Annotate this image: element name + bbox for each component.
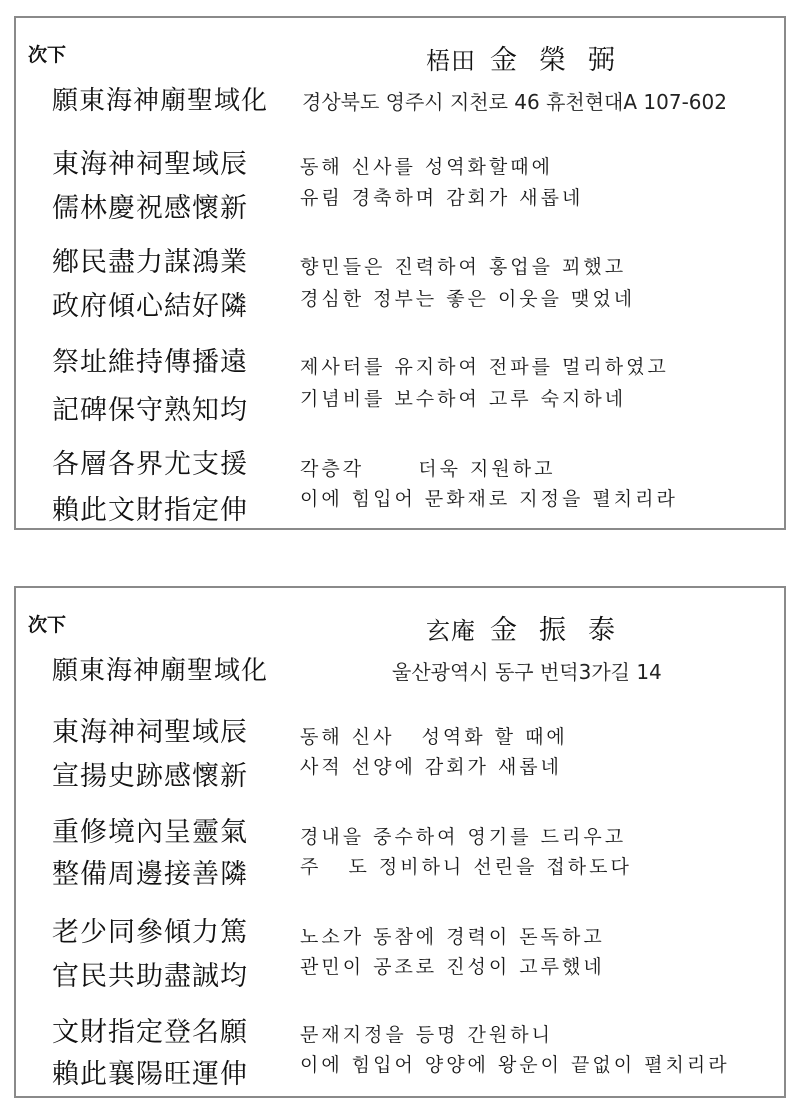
hanja-line: 重修境內呈靈氣 bbox=[52, 817, 248, 848]
poem-label: 次下 bbox=[28, 44, 67, 66]
korean-line: 이에 힘입어 양양에 왕운이 끝없이 펼치리라 bbox=[300, 1054, 730, 1076]
korean-line: 향민들은 진력하여 홍업을 꾀했고 bbox=[300, 256, 627, 278]
poem-card-1 bbox=[14, 16, 786, 530]
poem-title: 願東海神廟聖域化 bbox=[52, 86, 269, 116]
korean-line: 각층각 더욱 지원하고 bbox=[300, 458, 556, 480]
korean-line: 문재지정을 등명 간원하니 bbox=[300, 1024, 553, 1046]
author-name: 金振泰 bbox=[490, 615, 637, 646]
hanja-line: 各層各界尤支援 bbox=[52, 449, 248, 480]
hanja-line: 東海神祠聖域辰 bbox=[52, 717, 248, 748]
hanja-line: 賴此襄陽旺運伸 bbox=[52, 1059, 248, 1090]
poem-title: 願東海神廟聖域化 bbox=[52, 656, 269, 686]
korean-line: 주 도 정비하니 선린을 접하도다 bbox=[300, 856, 632, 878]
author-pen-name: 玄庵 bbox=[426, 617, 476, 645]
hanja-line: 宣揚史跡感懷新 bbox=[52, 761, 248, 792]
korean-line: 기념비를 보수하여 고루 숙지하네 bbox=[300, 388, 627, 410]
hanja-line: 政府傾心結好隣 bbox=[52, 291, 248, 322]
hanja-line: 老少同參傾力篤 bbox=[52, 917, 248, 948]
korean-line: 동해 신사 성역화 할 때에 bbox=[300, 726, 568, 748]
korean-line: 이에 힘입어 문화재로 지정을 펼치리라 bbox=[300, 488, 678, 510]
hanja-line: 文財指定登名願 bbox=[52, 1017, 248, 1048]
korean-line: 사적 선양에 감회가 새롭네 bbox=[300, 756, 563, 778]
korean-line: 노소가 동참에 경력이 돈독하고 bbox=[300, 926, 605, 948]
hanja-line: 祭址維持傳播遠 bbox=[52, 347, 248, 378]
korean-line: 경심한 정부는 좋은 이웃을 맺었네 bbox=[300, 288, 636, 310]
poem-author bbox=[426, 608, 637, 647]
korean-line: 동해 신사를 성역화할때에 bbox=[300, 156, 553, 178]
korean-line: 관민이 공조로 진성이 고루했네 bbox=[300, 956, 605, 978]
hanja-line: 東海神祠聖域辰 bbox=[52, 149, 248, 180]
korean-line: 경내을 중수하여 영기를 드리우고 bbox=[300, 826, 627, 848]
poem-label: 次下 bbox=[28, 614, 67, 636]
korean-line: 제사터를 유지하여 전파를 멀리하였고 bbox=[300, 356, 669, 378]
author-address: 경상북도 영주시 지천로 46 휴천현대A 107-602 bbox=[302, 90, 727, 114]
korean-line: 유림 경축하며 감회가 새롭네 bbox=[300, 187, 584, 209]
author-name: 金榮弼 bbox=[490, 45, 637, 76]
author-pen-name: 梧田 bbox=[426, 47, 476, 75]
author-address: 울산광역시 동구 번덕3가길 14 bbox=[392, 660, 662, 684]
poem-card-2 bbox=[14, 586, 786, 1098]
hanja-line: 賴此文財指定伸 bbox=[52, 495, 248, 526]
hanja-line: 鄕民盡力謀鴻業 bbox=[52, 247, 248, 278]
hanja-line: 儒林慶祝感懷新 bbox=[52, 193, 248, 224]
hanja-line: 記碑保守熟知均 bbox=[52, 395, 248, 426]
poem-author bbox=[426, 38, 637, 77]
hanja-line: 整備周邊接善隣 bbox=[52, 859, 248, 890]
hanja-line: 官民共助盡誠均 bbox=[52, 961, 248, 992]
